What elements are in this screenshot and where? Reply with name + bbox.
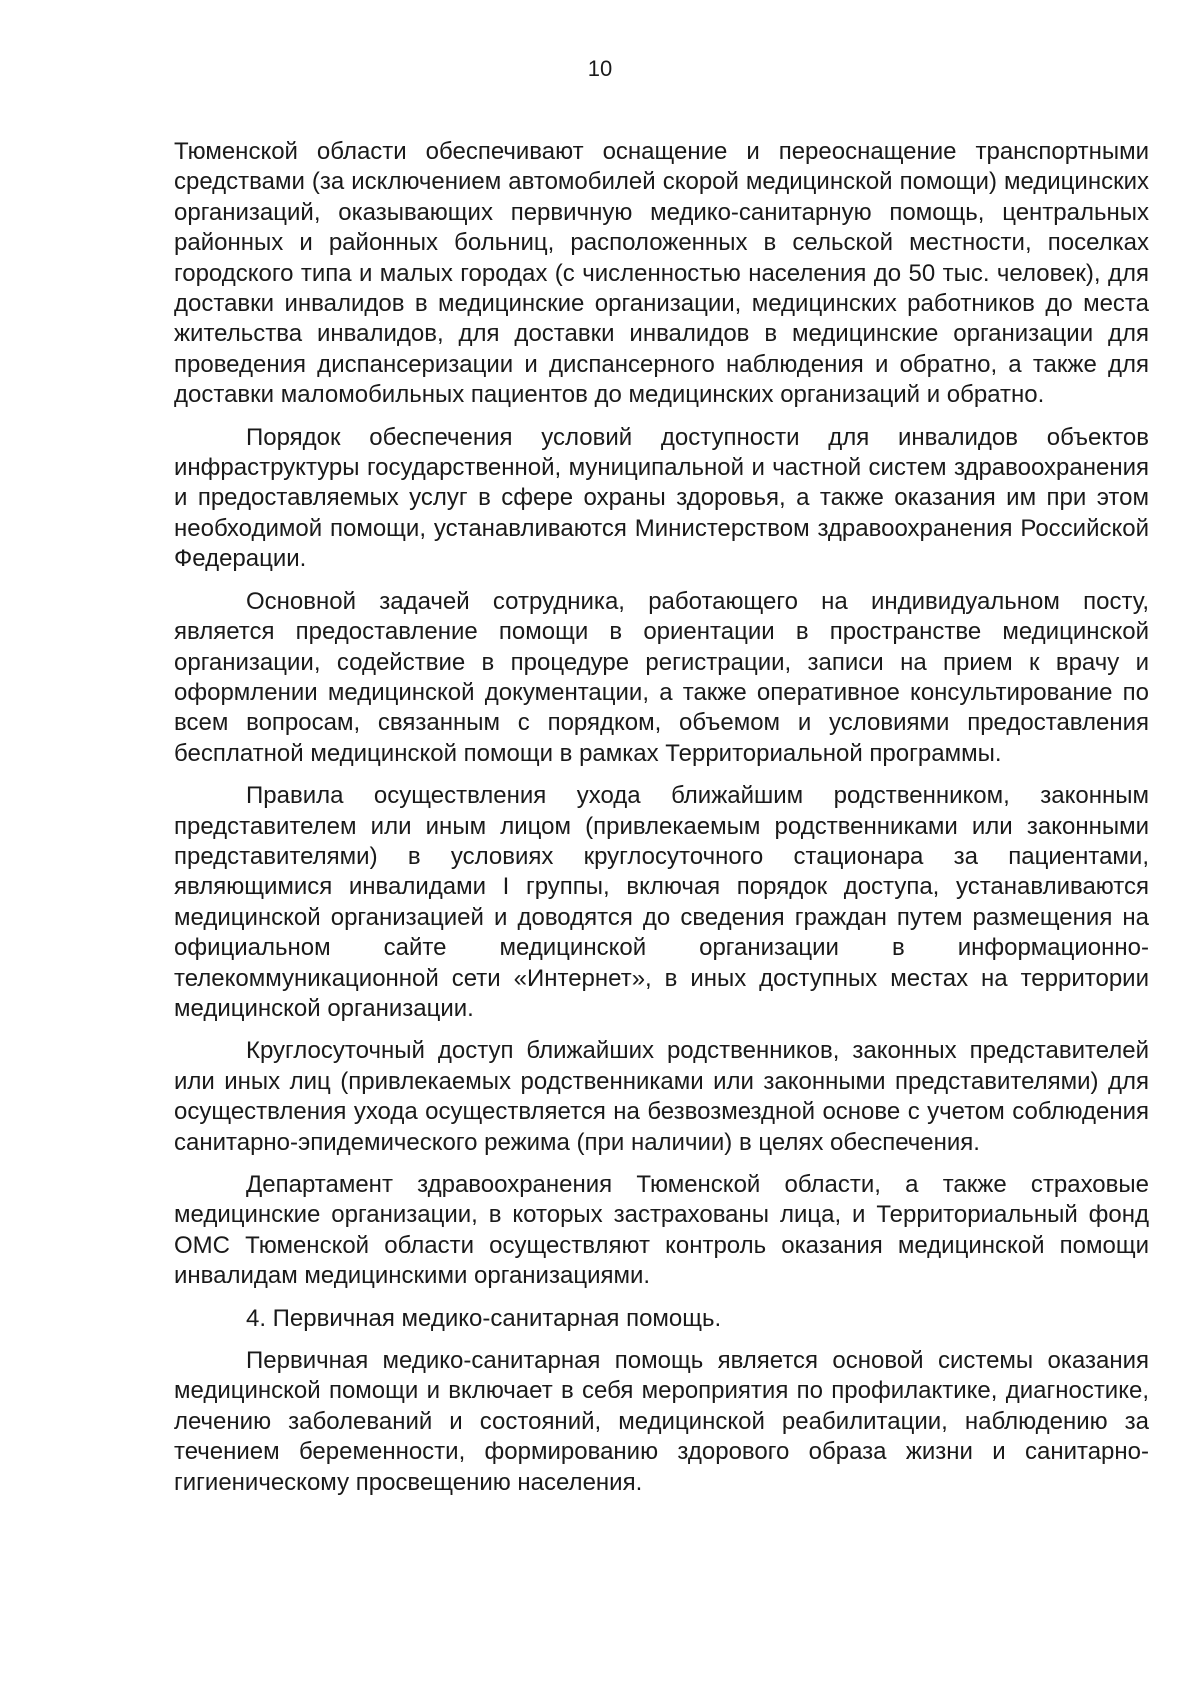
- paragraph-accessibility-order: Порядок обеспечения условий доступности для инвалидов объектов инфраструктуры государственной, муниципальной и частной систем здравоохранения и предоставляемых услуг в сфере охраны здоровья, а также оказания им при этом необходимой помощи, устанавливаются Министерством здравоохранения Российской Федерации.: [174, 423, 1149, 573]
- document-body: [174, 137, 1149, 1510]
- page-number: 10: [587, 56, 613, 81]
- paragraph-continuation: Тюменской области обеспечивают оснащение и переоснащение транспортными средствами (за исключением автомобилей скорой медицинской помощи) медицинских организаций, оказывающих первичную медико-санитарную помощь, центральных районных и районных больниц, расположенных в сельской местности, поселках городского типа и малых городах (с численностью населения до 50 тыс. человек), для доставки инвалидов в медицинские организации, медицинских работников до места жительства инвалидов, для доставки инвалидов в медицинские организации для проведения диспансеризации и диспансерного наблюдения и обратно, а также для доставки маломобильных пациентов до медицинских организаций и обратно.: [174, 138, 1149, 409]
- section-heading-primary-care: 4. Первичная медико-санитарная помощь.: [246, 1304, 722, 1332]
- paragraph-care-rules: Правила осуществления ухода ближайшим родственником, законным представителем или иным лицом (привлекаемым родственниками или законными представителями) в условиях круглосуточного стационара за пациентами, являющимися инвалидами I группы, включая порядок доступа, устанавливаются медицинской организацией и доводятся до сведения граждан путем размещения на официальном сайте медицинской организации в информационно-телекоммуникационной сети «Интернет», в иных доступных местах на территории медицинской организации.: [174, 782, 1149, 1022]
- paragraph-individual-post: Основной задачей сотрудника, работающего на индивидуальном посту, является предоставление помощи в ориентации в пространстве медицинской организации, содействие в процедуре регистрации, записи на прием к врачу и оформлении медицинской документации, а также оперативное консультирование по всем вопросам, связанным с порядком, объемом и условиями предоставления бесплатной медицинской помощи в рамках Территориальной программы.: [174, 587, 1149, 767]
- paragraph-round-the-clock-access: Круглосуточный доступ ближайших родственников, законных представителей или иных лиц (привлекаемых родственниками или законными представителями) для осуществления ухода осуществляется на безвозмездной основе с учетом соблюдения санитарно-эпидемического режима (при наличии) в целях обеспечения.: [174, 1037, 1149, 1156]
- paragraph-quality-control: Департамент здравоохранения Тюменской области, а также страховые медицинские организации, в которых застрахованы лица, и Территориальный фонд ОМС Тюменской области осуществляют контроль оказания медицинской помощи инвалидам медицинскими организациями.: [174, 1171, 1149, 1290]
- paragraph-primary-care: Первичная медико-санитарная помощь является основой системы оказания медицинской помощи и включает в себя мероприятия по профилактике, диагностике, лечению заболеваний и состояний, медицинской реабилитации, наблюдению за течением беременности, формированию здорового образа жизни и санитарно-гигиеническому просвещению населения.: [174, 1347, 1149, 1496]
